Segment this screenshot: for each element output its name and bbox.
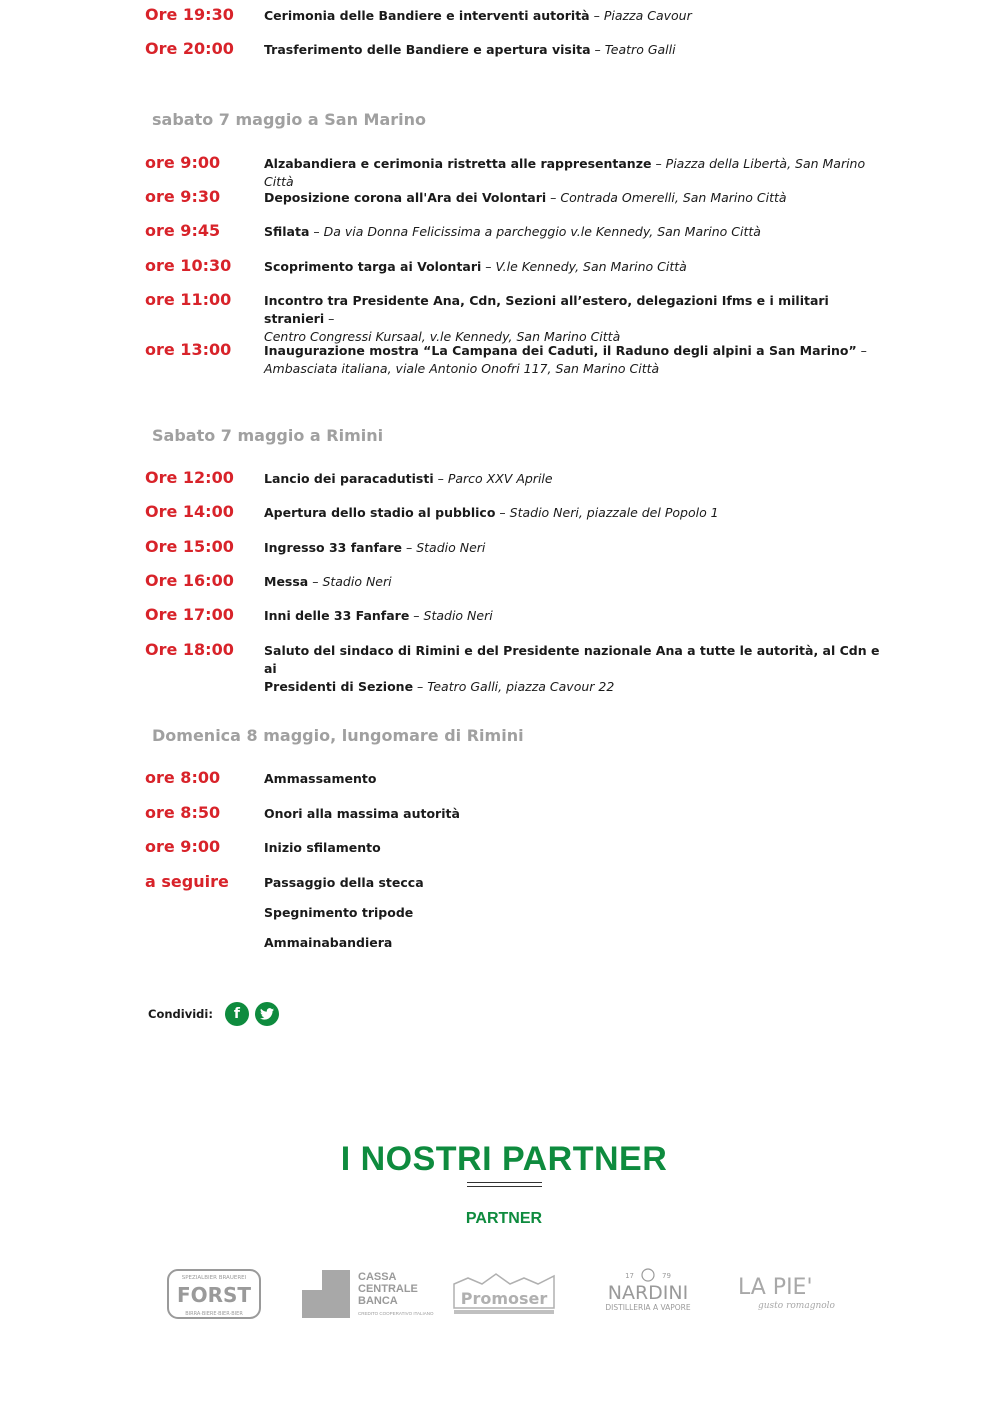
event-time: ore 8:00: [145, 768, 221, 787]
event-separator: –: [324, 311, 335, 326]
promoser-logo-graphic: [448, 1266, 560, 1322]
event-time: Ore 16:00: [145, 571, 234, 590]
event-description: [264, 189, 884, 207]
event-description: [264, 223, 884, 241]
event-location: Piazza Cavour: [603, 8, 692, 23]
event-description: [264, 874, 884, 892]
event-title: Deposizione corona all'Ara dei Volontari: [264, 190, 547, 205]
share-label: Condividi:: [148, 1007, 213, 1021]
nardini-year-right: 79: [662, 1272, 671, 1280]
event-separator: –: [590, 42, 605, 57]
event-description: [264, 904, 884, 922]
la-pie-logo-graphic: [736, 1266, 852, 1322]
event-title: Inizio sfilamento: [264, 840, 381, 855]
event-title: Incontro tra Presidente Ana, Cdn, Sezioni all’estero, delegazioni Ifms e i militari stranieri: [264, 293, 829, 326]
event-time: Ore 19:30: [145, 5, 234, 24]
nardini-sub: DISTILLERIA A VAPORE: [605, 1303, 691, 1312]
event-time: ore 9:30: [145, 187, 221, 206]
la-pie-name: LA PIE': [738, 1275, 813, 1300]
event-separator: –: [481, 259, 496, 274]
event-separator: –: [495, 505, 510, 520]
event-title: Inaugurazione mostra “La Campana dei Caduti, il Raduno degli alpini a San Marino”: [264, 343, 857, 358]
event-time: ore 8:50: [145, 803, 221, 822]
event-description: [264, 934, 884, 952]
event-title: Onori alla massima autorità: [264, 806, 460, 821]
event-location: Stadio Neri: [423, 608, 493, 623]
event-description: [264, 642, 884, 696]
section-title-domenica: Domenica 8 maggio, lungomare di Rimini: [152, 726, 524, 745]
event-description: [264, 805, 884, 823]
event-time: Ore 18:00: [145, 640, 234, 659]
promoser-logo[interactable]: [448, 1266, 560, 1322]
event-time: Ore 14:00: [145, 502, 234, 521]
event-title: Saluto del sindaco di Rimini e del Presidente nazionale Ana a tutte le autorità, al Cdn e ai: [264, 643, 880, 676]
ccb-logo-graphic: [300, 1266, 434, 1322]
event-location: Centro Congressi Kursaal, v.le Kennedy, San Marino Città: [264, 329, 621, 344]
event-time: ore 9:00: [145, 153, 221, 172]
event-separator: –: [651, 156, 666, 171]
event-title: Scoprimento targa ai Volontari: [264, 259, 482, 274]
nardini-name: NARDINI: [607, 1282, 689, 1304]
event-time: Ore 15:00: [145, 537, 234, 556]
event-title: Passaggio della stecca: [264, 875, 424, 890]
forst-top-text: SPEZIALBIER BRAUEREI: [181, 1275, 247, 1281]
cassa-centrale-banca-logo[interactable]: [300, 1266, 434, 1322]
section-title-rimini: Sabato 7 maggio a Rimini: [152, 426, 384, 445]
partners-title: I NOSTRI PARTNER: [340, 1140, 668, 1178]
event-separator: –: [589, 8, 604, 23]
promoser-name: Promoser: [460, 1289, 548, 1308]
facebook-share-button[interactable]: [225, 1002, 249, 1026]
event-separator: –: [409, 608, 424, 623]
event-location: Contrada Omerelli, San Marino Città: [560, 190, 787, 205]
ccb-line2: CENTRALE: [358, 1283, 418, 1295]
event-description: [264, 839, 884, 857]
event-description: [264, 573, 884, 591]
event-location: Da via Donna Felicissima a parcheggio v.le Kennedy, San Marino Città: [323, 224, 761, 239]
event-title: Alzabandiera e cerimonia ristretta alle rappresentanze: [264, 156, 652, 171]
nardini-year-left: 17: [625, 1272, 634, 1280]
event-time: Ore 20:00: [145, 39, 234, 58]
nardini-logo-graphic: [598, 1266, 698, 1322]
facebook-icon: f: [233, 1006, 240, 1022]
event-time: a seguire: [145, 872, 229, 891]
event-time: Ore 17:00: [145, 605, 234, 624]
event-time: ore 11:00: [145, 290, 232, 309]
event-line2: [264, 678, 884, 696]
event-title: Cerimonia delle Bandiere e interventi autorità: [264, 8, 590, 23]
event-title-cont: Presidenti di Sezione: [264, 679, 414, 694]
event-title: Spegnimento tripode: [264, 905, 414, 920]
forst-name: FORST: [176, 1283, 252, 1307]
event-separator: –: [856, 343, 867, 358]
event-location: V.le Kennedy, San Marino Città: [495, 259, 687, 274]
event-title: Sfilata: [264, 224, 310, 239]
event-description: [264, 258, 884, 276]
event-description: [264, 155, 884, 191]
event-description: [264, 470, 884, 488]
event-location: Piazza della Libertà, San Marino Città: [264, 156, 866, 189]
event-title: Ingresso 33 fanfare: [264, 540, 402, 555]
twitter-share-button[interactable]: [255, 1002, 279, 1026]
forst-logo[interactable]: [166, 1266, 262, 1322]
event-location: Teatro Galli, piazza Cavour 22: [427, 679, 615, 694]
event-title: Trasferimento delle Bandiere e apertura visita: [264, 42, 591, 57]
partners-subtitle: PARTNER: [465, 1210, 543, 1227]
la-pie-logo[interactable]: [736, 1266, 852, 1322]
ccb-sub: CREDITO COOPERATIVO ITALIANO: [358, 1311, 434, 1316]
event-description: [264, 292, 884, 346]
event-title: Apertura dello stadio al pubblico: [264, 505, 496, 520]
twitter-icon: [260, 1008, 274, 1020]
event-location: Stadio Neri: [322, 574, 392, 589]
event-description: [264, 539, 884, 557]
event-description: [264, 7, 884, 25]
event-location: Teatro Galli: [604, 42, 676, 57]
event-time: ore 9:45: [145, 221, 221, 240]
ccb-line1: CASSA: [358, 1271, 397, 1283]
forst-bottom-text: BIRRA·BIERE·BIER·BIER: [185, 1311, 243, 1317]
event-separator: –: [433, 471, 448, 486]
nardini-logo[interactable]: [598, 1266, 698, 1322]
event-location: Ambasciata italiana, viale Antonio Onofri 117, San Marino Città: [264, 361, 660, 376]
event-separator: –: [309, 224, 324, 239]
event-separator: –: [402, 540, 417, 555]
event-description: [264, 342, 884, 378]
ccb-line3: BANCA: [358, 1295, 398, 1307]
event-description: [264, 770, 884, 788]
forst-logo-graphic: [166, 1266, 262, 1322]
event-description: [264, 504, 884, 522]
divider-line: [467, 1186, 542, 1187]
la-pie-sub: gusto romagnolo: [758, 1301, 835, 1311]
event-location: Parco XXV Aprile: [447, 471, 553, 486]
section-title-san-marino: sabato 7 maggio a San Marino: [152, 110, 427, 129]
event-title: Ammassamento: [264, 771, 377, 786]
event-title: Inni delle 33 Fanfare: [264, 608, 410, 623]
event-location: Stadio Neri: [416, 540, 486, 555]
event-time: Ore 12:00: [145, 468, 234, 487]
divider-line: [467, 1182, 542, 1183]
event-title: Messa: [264, 574, 309, 589]
event-title: Ammainabandiera: [264, 935, 393, 950]
event-time: ore 9:00: [145, 837, 221, 856]
event-description: [264, 607, 884, 625]
event-time: ore 13:00: [145, 340, 232, 359]
event-separator: –: [308, 574, 323, 589]
share-bar: [148, 1002, 279, 1026]
event-separator: –: [413, 679, 428, 694]
event-title: Lancio dei paracadutisti: [264, 471, 434, 486]
event-location: Stadio Neri, piazzale del Popolo 1: [509, 505, 719, 520]
event-time: ore 10:30: [145, 256, 232, 275]
event-description: [264, 41, 884, 59]
event-separator: –: [546, 190, 561, 205]
